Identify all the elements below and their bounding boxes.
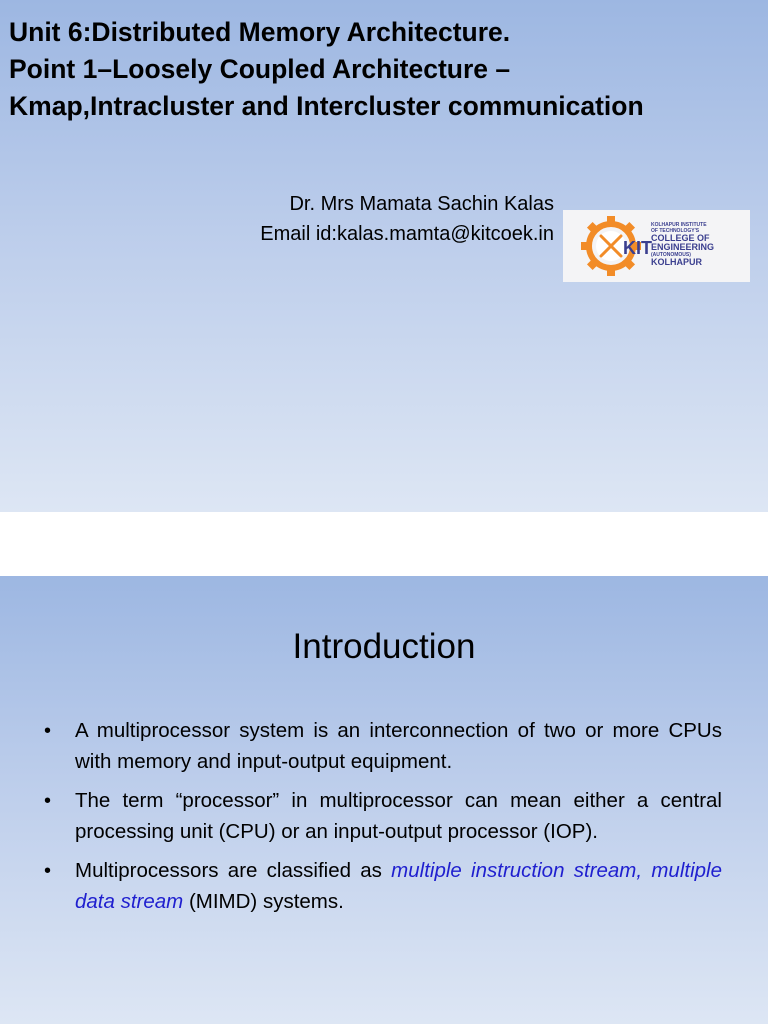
logo-line-4: ENGINEERING <box>651 242 715 252</box>
bullet-3-text-start: Multiprocessors are classified as <box>75 859 392 882</box>
introduction-title: Introduction <box>292 627 476 666</box>
bullet-item-1: • A multiprocessor system is an interconnection of two or more CPUs with memory and input-output equipment. <box>44 716 722 777</box>
logo-text <box>651 222 747 267</box>
author-block <box>260 189 554 249</box>
logo-line-1: KOLHAPUR INSTITUTE <box>651 222 707 228</box>
logo-line-6: KOLHAPUR <box>651 257 702 267</box>
bullet-3-text-end: (MIMD) systems. <box>183 889 344 913</box>
author-name: Dr. Mrs Mamata Sachin Kalas <box>289 193 554 215</box>
introduction-slide <box>0 576 768 1024</box>
bullet-3-emphasis: multiple instruction stream, multiple data stream <box>75 859 722 913</box>
bullet-list <box>44 716 722 926</box>
bullet-item-3 <box>44 856 722 917</box>
logo-line-5: (AUTONOMOUS) <box>651 252 691 258</box>
title-line-2: Point 1–Loosely Coupled Architecture – <box>9 54 511 84</box>
logo-emblem-letters: KIT <box>623 238 652 258</box>
author-email: Email id:kalas.mamta@kitcoek.in <box>260 223 554 245</box>
title-line-1: Unit 6:Distributed Memory Architecture. <box>9 17 511 47</box>
logo-line-2: OF TECHNOLOGY'S <box>651 228 700 234</box>
logo-line-3: COLLEGE OF <box>651 233 710 243</box>
bullet-item-2: • The term “processor” in multiprocessor can mean either a central processing unit (CPU) or an input-output processor (IOP). <box>44 786 722 847</box>
title-line-3: Kmap,Intracluster and Intercluster communication <box>9 91 644 121</box>
slide-title <box>9 14 759 125</box>
gear-emblem-icon <box>577 214 652 278</box>
college-logo <box>563 210 750 282</box>
